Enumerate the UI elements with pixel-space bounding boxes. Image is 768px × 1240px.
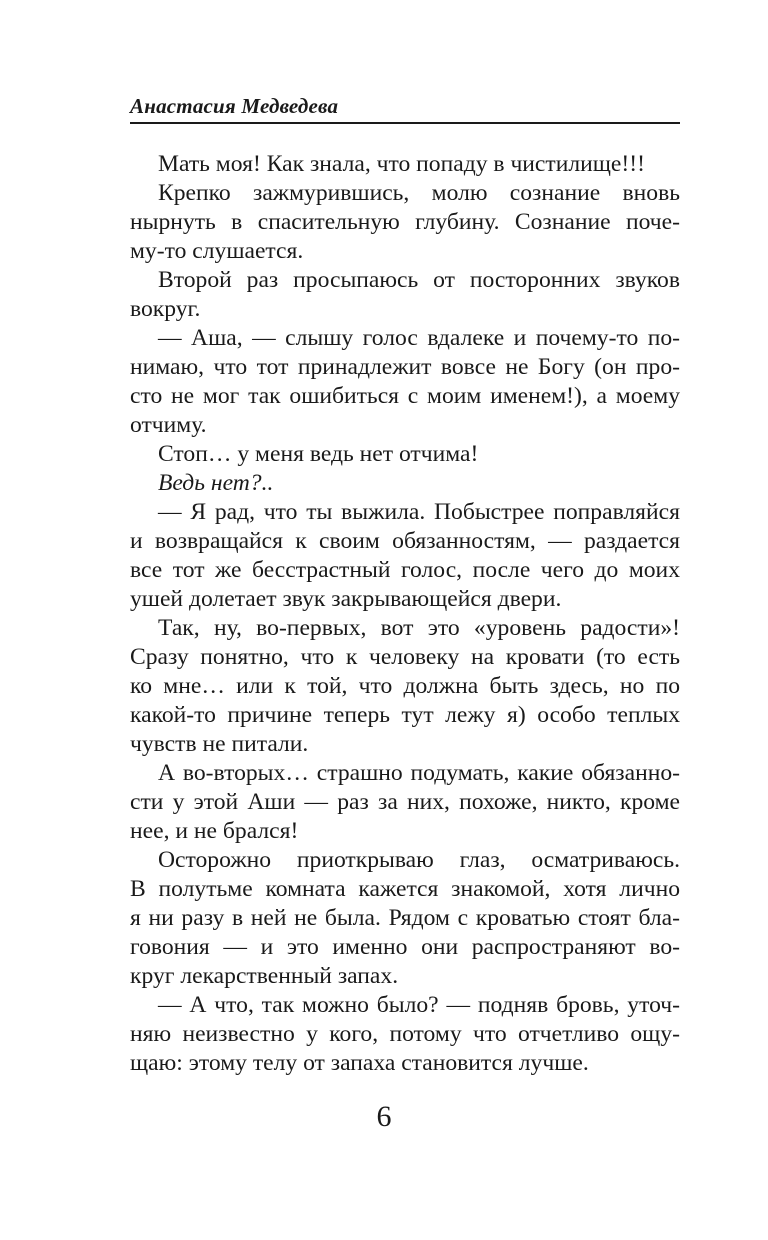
text-line: какой-то причине теперь тут лежу я) особо теплых xyxy=(130,702,680,728)
text-line: — Аша, — слышу голос вдалеке и почему-то по- xyxy=(158,325,680,351)
text-line: Стоп… у меня ведь нет отчима! xyxy=(158,441,479,467)
text-line: чувств не питали. xyxy=(130,731,309,757)
text-line: Второй раз просыпаюсь от посторонних звуков xyxy=(158,267,680,293)
text-line: — А что, так можно было? — подняв бровь, уточ- xyxy=(158,992,680,1018)
body-text xyxy=(130,150,680,1078)
paragraph xyxy=(130,150,680,179)
text-line: вокруг. xyxy=(130,296,201,322)
paragraph xyxy=(130,759,680,846)
running-head-author: Анастасия Медведева xyxy=(130,94,339,118)
text-line: няю неизвестно у кого, потому что отчетливо ощу- xyxy=(130,1021,680,1047)
text-line: Осторожно приоткрываю глаз, осматриваюсь. xyxy=(158,847,680,873)
paragraph xyxy=(130,266,680,324)
paragraph xyxy=(130,440,680,469)
text-line: В полутьме комната кажется знакомой, хотя лично xyxy=(130,876,680,902)
text-line: А во-вторых… страшно подумать, какие обязанно- xyxy=(158,760,680,786)
paragraph xyxy=(130,179,680,266)
paragraph xyxy=(130,614,680,759)
paragraph xyxy=(130,846,680,991)
text-line: нимаю, что тот принадлежит вовсе не Богу (он про- xyxy=(130,354,680,380)
text-line: — Я рад, что ты выжила. Побыстрее поправляйся xyxy=(158,499,680,525)
text-line: сто не мог так ошибиться с моим именем!), а моему xyxy=(130,383,680,409)
text-line: ушей долетает звук закрывающейся двери. xyxy=(130,586,562,612)
text-line: сти у этой Аши — раз за них, похоже, никто, кроме xyxy=(130,789,680,815)
header-rule xyxy=(130,122,680,124)
text-line: Крепко зажмурившись, молю сознание вновь xyxy=(158,180,680,206)
text-line: ко мне… или к той, что должна быть здесь, но по xyxy=(130,673,680,699)
paragraph xyxy=(130,498,680,614)
text-line: я ни разу в ней не была. Рядом с кроватью стоят бла- xyxy=(130,905,680,931)
paragraph xyxy=(130,991,680,1078)
text-line: нырнуть в спасительную глубину. Сознание поче- xyxy=(130,209,680,235)
page-number: 6 xyxy=(376,1100,392,1133)
text-line: и возвращайся к своим обязанностям, — раздается xyxy=(130,528,680,554)
text-line: Так, ну, во-первых, вот это «уровень радости»! xyxy=(158,615,680,641)
text-line: говония — и это именно они распространяют во- xyxy=(130,934,680,960)
text-line: щаю: этому телу от запаха становится лучше. xyxy=(130,1050,589,1076)
paragraph xyxy=(130,469,680,498)
paragraph xyxy=(130,324,680,440)
text-line: Ведь нет?.. xyxy=(158,470,274,496)
text-line: Мать моя! Как знала, что попаду в чистилище!!! xyxy=(158,151,645,177)
text-line: Сразу понятно, что к человеку на кровати (то есть xyxy=(130,644,680,670)
text-line: круг лекарственный запах. xyxy=(130,963,399,989)
text-line: нее, и не брался! xyxy=(130,818,299,844)
text-line: му-то слушается. xyxy=(130,238,304,264)
text-line: отчиму. xyxy=(130,412,207,438)
text-line: все тот же бесстрастный голос, после чего до моих xyxy=(130,557,680,583)
